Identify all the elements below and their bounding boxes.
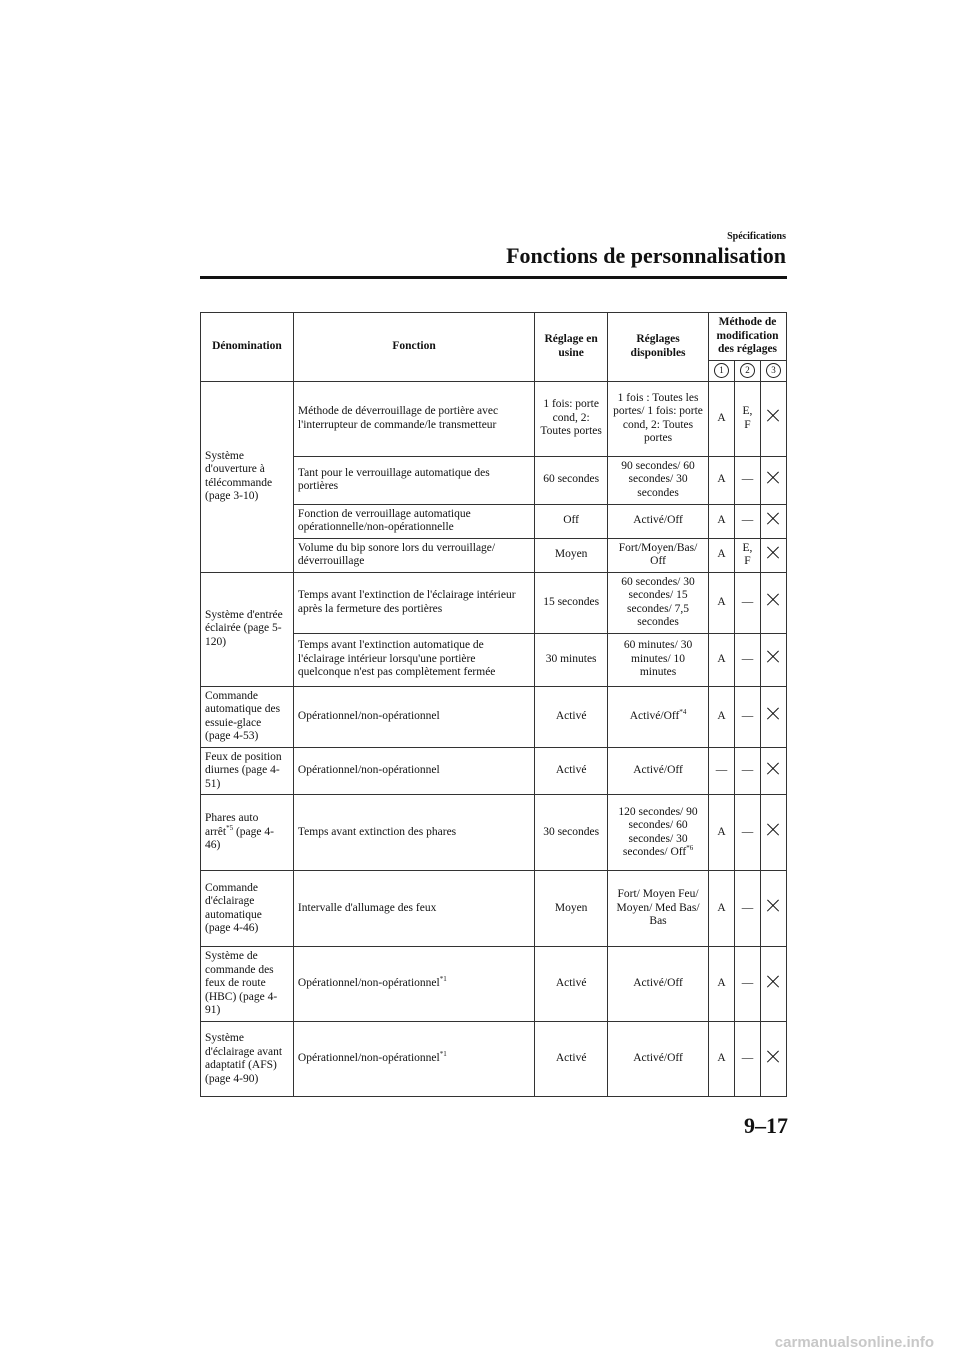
watermark: carmanualsonline.info: [774, 1334, 934, 1351]
available-cell: 60 minutes/ 30 minutes/ 10 minutes: [608, 633, 709, 686]
feature-name: Commande d'éclairage automatique (page 4-46): [201, 871, 294, 947]
function-cell: Méthode de déverrouillage de portière avec l'interrupteur de commande/le transmetteur: [293, 381, 534, 456]
available-cell: 90 secondes/ 60 secondes/ 30 secondes: [608, 456, 709, 504]
footnote-ref: *5: [226, 823, 234, 832]
x-mark-icon: [766, 899, 780, 913]
x-mark-icon: [766, 762, 780, 776]
method-3-cell: [760, 1022, 786, 1097]
header-function: Fonction: [293, 313, 534, 382]
header-method: Méthode de modification des réglages: [709, 313, 787, 361]
method-col-2: [734, 360, 760, 381]
factory-cell: 1 fois: porte cond, 2: Toutes portes: [535, 381, 608, 456]
customization-table: [200, 312, 787, 1097]
method-1-cell: A: [709, 686, 735, 747]
feature-name: Commande automatique des essuie-glace (page 4-53): [201, 686, 294, 747]
x-mark-icon: [766, 1050, 780, 1064]
feature-name: Système d'éclairage avant adaptatif (AFS) (page 4-90): [201, 1022, 294, 1097]
method-1-cell: A: [709, 572, 735, 633]
feature-name-text: Phares auto arrêt: [205, 812, 259, 838]
page-title: Fonctions de personnalisation: [506, 243, 786, 268]
table-row: [201, 871, 787, 947]
function-cell: Volume du bip sonore lors du verrouillage/ déverrouillage: [293, 538, 534, 572]
function-text: Opérationnel/non-opérationnel: [297, 977, 440, 990]
factory-cell: Moyen: [535, 871, 608, 947]
function-cell: Tant pour le verrouillage automatique des portières: [293, 456, 534, 504]
factory-cell: 30 minutes: [535, 633, 608, 686]
table-row: [201, 747, 787, 795]
method-2-cell: —: [734, 572, 760, 633]
footnote-ref: *6: [686, 844, 694, 853]
table-row: [201, 1022, 787, 1097]
function-cell: Temps avant l'extinction de l'éclairage intérieur après la fermeture des portières: [293, 572, 534, 633]
method-3-cell: [760, 381, 786, 456]
available-cell: Activé/Off: [608, 747, 709, 795]
x-mark-icon: [766, 512, 780, 526]
function-cell: Opérationnel/non-opérationnel: [293, 747, 534, 795]
table-row: [201, 686, 787, 747]
x-mark-icon: [766, 471, 780, 485]
available-cell: Activé/Off: [608, 1022, 709, 1097]
x-mark-icon: [766, 546, 780, 560]
method-1-cell: —: [709, 747, 735, 795]
available-cell: [608, 686, 709, 747]
page-number: 9–17: [744, 1113, 788, 1138]
method-2-cell: —: [734, 947, 760, 1022]
method-2-cell: —: [734, 456, 760, 504]
feature-name: Système d'entrée éclairée (page 5-120): [201, 572, 294, 686]
table-row: [201, 572, 787, 633]
method-1-cell: A: [709, 633, 735, 686]
available-cell: 1 fois : Toutes les portes/ 1 fois: porte cond, 2: Toutes portes: [608, 381, 709, 456]
method-2-cell: —: [734, 686, 760, 747]
section-label: Spécifications: [727, 231, 786, 242]
available-cell: Fort/ Moyen Feu/ Moyen/ Med Bas/ Bas: [608, 871, 709, 947]
factory-cell: Activé: [535, 947, 608, 1022]
x-mark-icon: [766, 593, 780, 607]
x-mark-icon: [766, 650, 780, 664]
method-3-cell: [760, 456, 786, 504]
footnote-ref: *4: [679, 707, 687, 716]
method-3-cell: [760, 747, 786, 795]
table-row: [201, 947, 787, 1022]
circled-number: 3: [766, 363, 781, 378]
function-cell: Intervalle d'allumage des feux: [293, 871, 534, 947]
method-3-cell: [760, 947, 786, 1022]
x-mark-icon: [766, 707, 780, 721]
method-2-cell: —: [734, 795, 760, 871]
available-cell: Fort/Moyen/Bas/ Off: [608, 538, 709, 572]
feature-name: [201, 795, 294, 871]
factory-cell: 60 secondes: [535, 456, 608, 504]
function-text: Opérationnel/non-opérationnel: [297, 1052, 440, 1065]
method-3-cell: [760, 686, 786, 747]
method-2-cell: —: [734, 504, 760, 538]
method-col-1: [709, 360, 735, 381]
method-3-cell: [760, 871, 786, 947]
method-2-cell: E, F: [734, 381, 760, 456]
table-row: [201, 795, 787, 871]
function-cell: Temps avant extinction des phares: [293, 795, 534, 871]
available-cell: 60 secondes/ 30 secondes/ 15 secondes/ 7,5 secondes: [608, 572, 709, 633]
footnote-ref: *1: [439, 1050, 447, 1059]
available-cell: Activé/Off: [608, 947, 709, 1022]
factory-cell: Activé: [535, 1022, 608, 1097]
circled-number: 1: [714, 363, 729, 378]
method-1-cell: A: [709, 504, 735, 538]
method-1-cell: A: [709, 947, 735, 1022]
method-1-cell: A: [709, 538, 735, 572]
method-2-cell: —: [734, 871, 760, 947]
method-3-cell: [760, 538, 786, 572]
available-cell: [608, 795, 709, 871]
feature-name: Feux de position diurnes (page 4-51): [201, 747, 294, 795]
circled-number: 2: [740, 363, 755, 378]
available-text: 120 secondes/ 90 secondes/ 60 secondes/ 30 secondes/ Off: [618, 805, 698, 858]
function-cell: Opérationnel/non-opérationnel: [293, 686, 534, 747]
method-1-cell: A: [709, 381, 735, 456]
x-mark-icon: [766, 409, 780, 423]
function-cell: [293, 947, 534, 1022]
factory-cell: 15 secondes: [535, 572, 608, 633]
factory-cell: Off: [535, 504, 608, 538]
feature-name: Système d'ouverture à télécommande (page 3-10): [201, 381, 294, 572]
method-2-cell: —: [734, 633, 760, 686]
factory-cell: Moyen: [535, 538, 608, 572]
function-cell: Fonction de verrouillage automatique opérationnelle/non-opérationnelle: [293, 504, 534, 538]
x-mark-icon: [766, 823, 780, 837]
method-3-cell: [760, 633, 786, 686]
function-cell: [293, 1022, 534, 1097]
header-factory: Réglage en usine: [535, 313, 608, 382]
method-3-cell: [760, 572, 786, 633]
header-name: Dénomination: [201, 313, 294, 382]
method-3-cell: [760, 504, 786, 538]
table-row: [201, 381, 787, 456]
feature-name-page: (page 4-46): [205, 825, 274, 852]
method-2-cell: —: [734, 747, 760, 795]
method-1-cell: A: [709, 871, 735, 947]
x-mark-icon: [766, 975, 780, 989]
method-2-cell: —: [734, 1022, 760, 1097]
method-1-cell: A: [709, 1022, 735, 1097]
factory-cell: 30 secondes: [535, 795, 608, 871]
available-cell: Activé/Off: [608, 504, 709, 538]
factory-cell: Activé: [535, 686, 608, 747]
footnote-ref: *1: [439, 975, 447, 984]
factory-cell: Activé: [535, 747, 608, 795]
header-available: Réglages disponibles: [608, 313, 709, 382]
method-1-cell: A: [709, 795, 735, 871]
method-col-3: [760, 360, 786, 381]
method-2-cell: E, F: [734, 538, 760, 572]
available-text: Activé/Off: [629, 709, 680, 722]
header-divider: [200, 276, 787, 279]
function-cell: Temps avant l'extinction automatique de l'éclairage intérieur lorsqu'une portière quelconque n'est pas complètement fermée: [293, 633, 534, 686]
method-1-cell: A: [709, 456, 735, 504]
feature-name: Système de commande des feux de route (HBC) (page 4-91): [201, 947, 294, 1022]
method-3-cell: [760, 795, 786, 871]
